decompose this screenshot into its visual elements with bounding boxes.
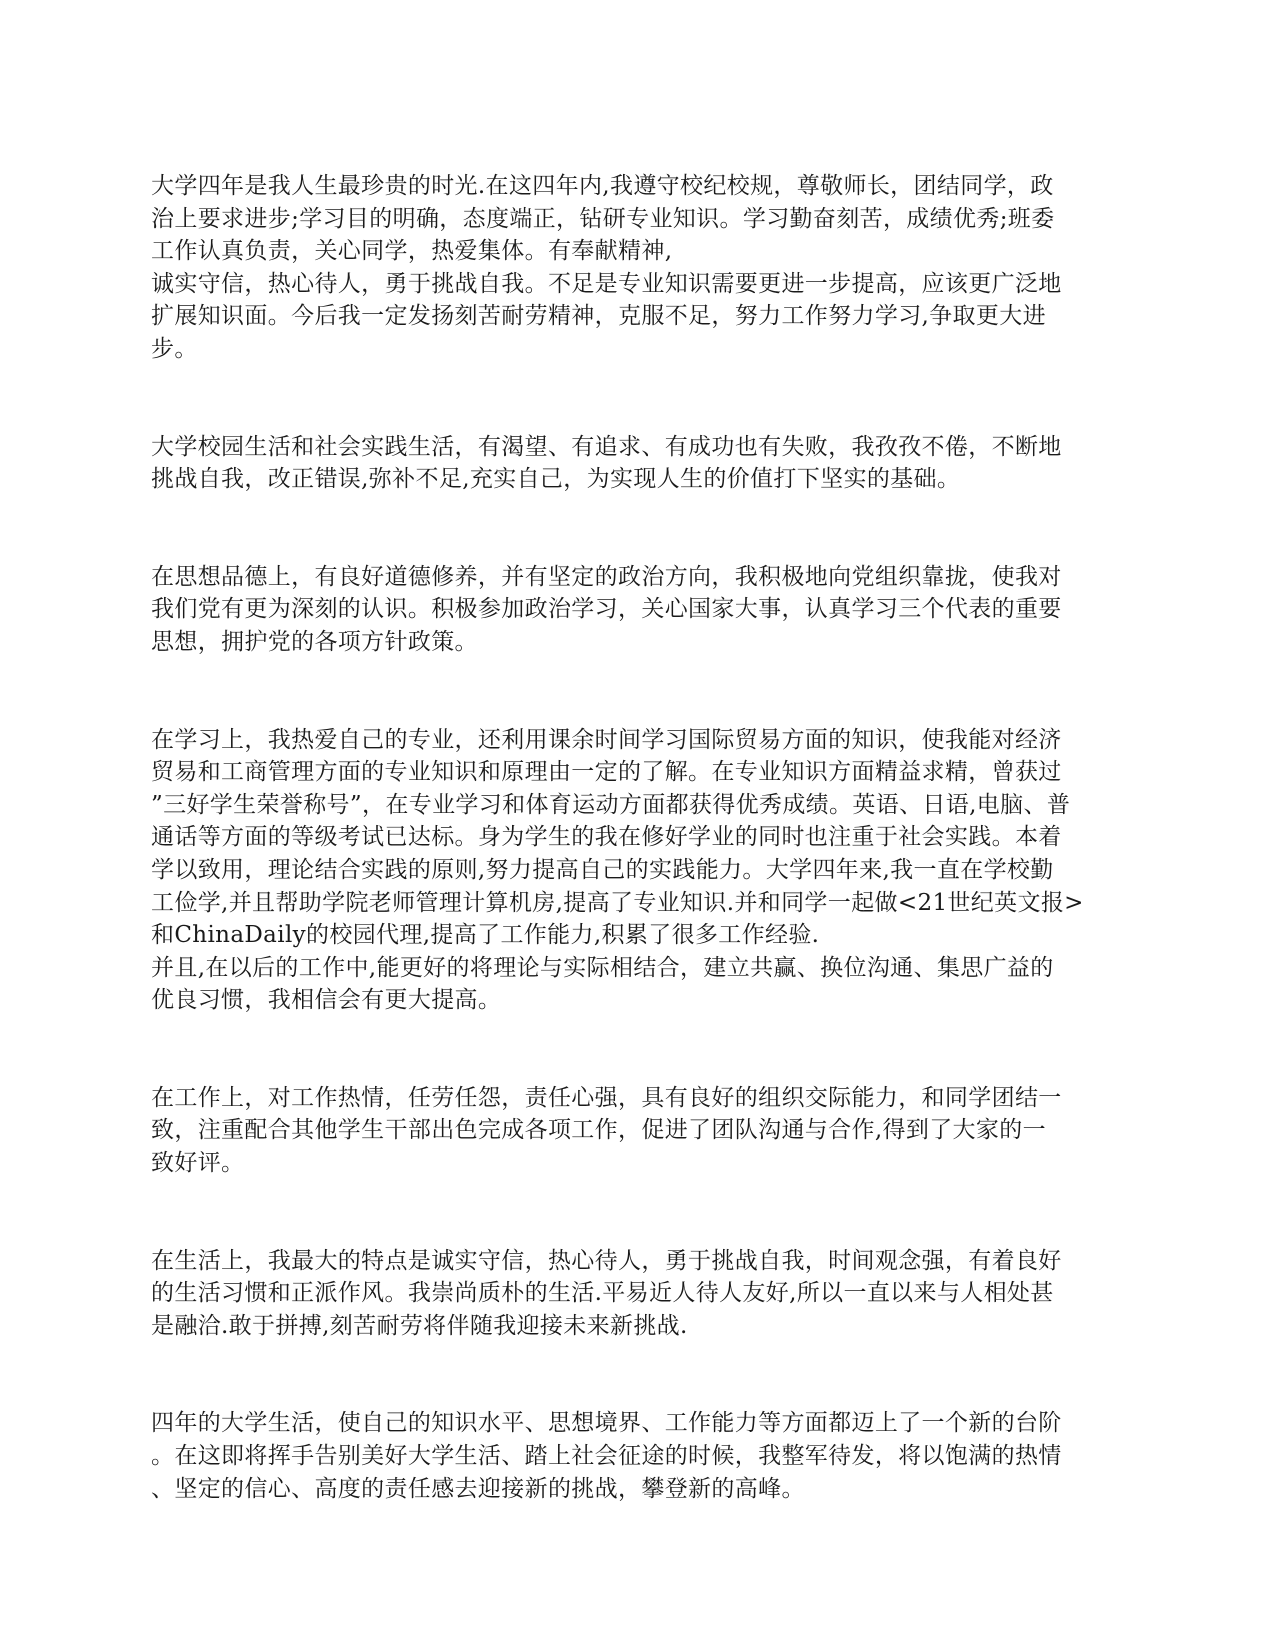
text-line: 并且,在以后的工作中,能更好的将理论与实际相结合，建立共赢、换位沟通、集思广益的 — [151, 954, 1054, 981]
paragraph-intro — [151, 170, 1131, 366]
paragraph-work — [151, 1082, 1131, 1180]
paragraph-campus-life — [151, 431, 1131, 496]
text-line: 致，注重配合其他学生干部出色完成各项工作，促进了团队沟通与合作,得到了大家的一 — [151, 1117, 1046, 1144]
text-line: 我们党有更为深刻的认识。积极参加政治学习，关心国家大事，认真学习三个代表的重要 — [151, 596, 1062, 623]
text-line: 工俭学,并且帮助学院老师管理计算机房,提高了专业知识.并和同学一起做<21世纪英文报> — [151, 889, 1084, 916]
text-line: 大学四年是我人生最珍贵的时光.在这四年内,我遵守校纪校规，尊敬师长，团结同学，政 — [151, 173, 1054, 199]
text-line: 大学校园生活和社会实践生活，有渴望、有追求、有成功也有失败，我孜孜不倦，不断地 — [151, 433, 1062, 460]
text-line: 优良习惯，我相信会有更大提高。 — [151, 987, 502, 1014]
paragraph-ideology — [151, 561, 1131, 659]
text-line: 挑战自我，改正错误,弥补不足,充实自己，为实现人生的价值打下坚实的基础。 — [151, 466, 961, 493]
text-line: 治上要求进步;学习目的明确，态度端正，钻研专业知识。学习勤奋刻苦，成绩优秀;班委 — [151, 205, 1055, 232]
paragraph-life — [151, 1245, 1131, 1343]
text-line: 诚实守信，热心待人，勇于挑战自我。不足是专业知识需要更进一步提高，应该更广泛地 — [151, 270, 1062, 297]
text-line: 致好评。 — [151, 1150, 245, 1177]
paragraph-study — [151, 724, 1131, 1017]
text-line: 贸易和工商管理方面的专业知识和原理由一定的了解。在专业知识方面精益求精，曾获过 — [151, 759, 1062, 786]
text-line: 通话等方面的等级考试已达标。身为学生的我在修好学业的同时也注重于社会实践。本着 — [151, 824, 1062, 851]
text-line: 思想，拥护党的各项方针政策。 — [151, 628, 478, 655]
text-line: 和ChinaDaily的校园代理,提高了工作能力,积累了很多工作经验. — [151, 922, 820, 949]
text-line: 的生活习惯和正派作风。我崇尚质朴的生活.平易近人待人友好,所以一直以来与人相处甚 — [151, 1280, 1054, 1307]
text-line: 学以致用，理论结合实践的原则,努力提高自己的实践能力。大学四年来,我一直在学校勤 — [151, 856, 1054, 883]
text-line: 工作认真负责，关心同学，热爱集体。有奉献精神, — [151, 238, 673, 265]
document-body — [151, 170, 1131, 1505]
text-line: 在生活上，我最大的特点是诚实守信，热心待人，勇于挑战自我，时间观念强，有着良好 — [151, 1247, 1062, 1274]
text-line: 。在这即将挥手告别美好大学生活、踏上社会征途的时候，我整军待发，将以饱满的热情 — [151, 1443, 1062, 1470]
text-line: 是融洽.敢于拼搏,刻苦耐劳将伴随我迎接未来新挑战. — [151, 1312, 688, 1339]
text-line: 、坚定的信心、高度的责任感去迎接新的挑战，攀登新的高峰。 — [151, 1475, 805, 1502]
text-line: 在工作上，对工作热情，任劳任怨，责任心强，具有良好的组织交际能力，和同学团结一 — [151, 1084, 1062, 1111]
text-line: 在学习上，我热爱自己的专业，还利用课余时间学习国际贸易方面的知识，使我能对经济 — [151, 726, 1062, 753]
text-line: ”三好学生荣誉称号”，在专业学习和体育运动方面都获得优秀成绩。英语、日语,电脑、普 — [151, 791, 1071, 818]
text-line: 步。 — [151, 335, 198, 362]
text-line: 扩展知识面。今后我一定发扬刻苦耐劳精神，克服不足，努力工作努力学习,争取更大进 — [151, 303, 1046, 330]
paragraph-conclusion — [151, 1407, 1131, 1505]
text-line: 在思想品德上，有良好道德修养，并有坚定的政治方向，我积极地向党组织靠拢，使我对 — [151, 563, 1062, 590]
text-line: 四年的大学生活，使自己的知识水平、思想境界、工作能力等方面都迈上了一个新的台阶 — [151, 1410, 1062, 1437]
